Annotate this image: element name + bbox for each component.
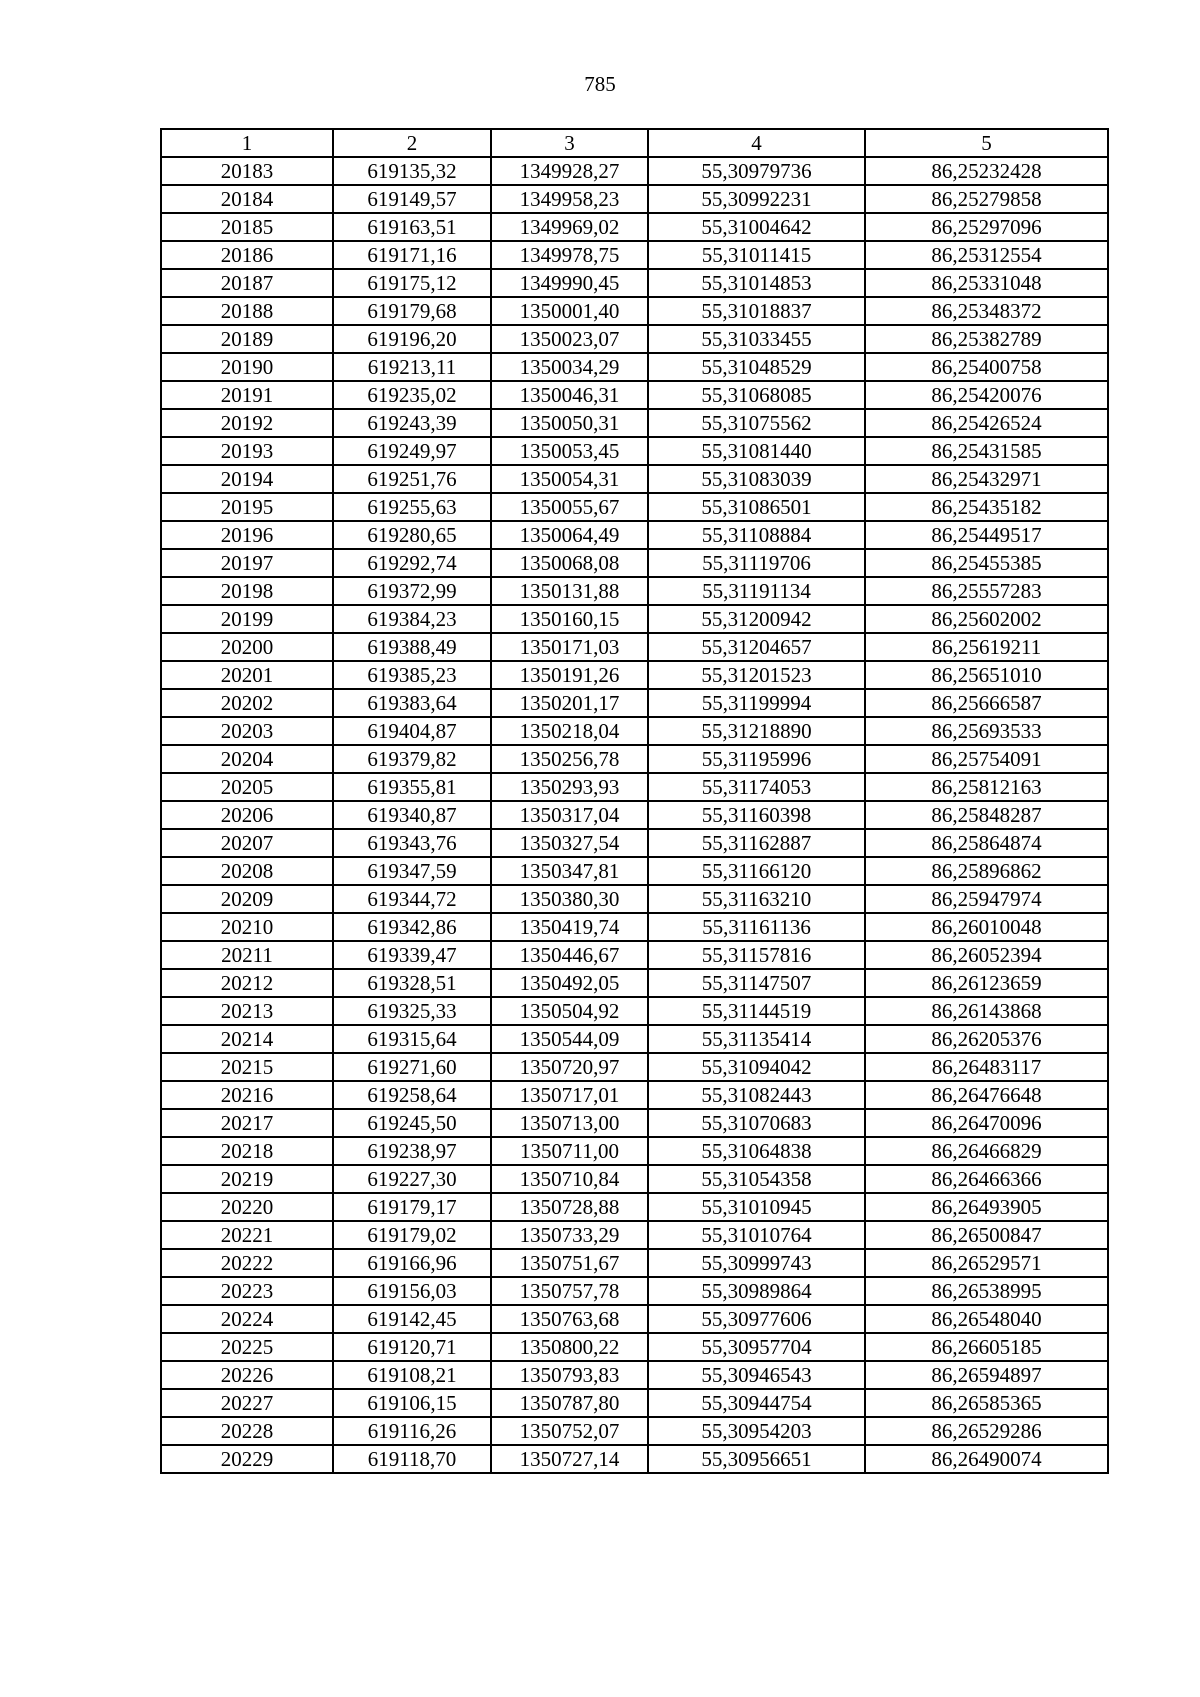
x-coordinate-cell: 619404,87 bbox=[333, 717, 491, 745]
table-row bbox=[161, 885, 1108, 913]
x-coordinate-cell: 619135,32 bbox=[333, 157, 491, 185]
latitude-cell: 55,31004642 bbox=[648, 213, 865, 241]
x-coordinate-cell: 619175,12 bbox=[333, 269, 491, 297]
y-coordinate-cell: 1350160,15 bbox=[491, 605, 648, 633]
latitude-cell: 55,31199994 bbox=[648, 689, 865, 717]
y-coordinate-cell: 1350046,31 bbox=[491, 381, 648, 409]
longitude-cell: 86,25896862 bbox=[865, 857, 1108, 885]
y-coordinate-cell: 1350001,40 bbox=[491, 297, 648, 325]
point-number-cell: 20195 bbox=[161, 493, 333, 521]
latitude-cell: 55,31162887 bbox=[648, 829, 865, 857]
table-row bbox=[161, 969, 1108, 997]
x-coordinate-cell: 619245,50 bbox=[333, 1109, 491, 1137]
longitude-cell: 86,25754091 bbox=[865, 745, 1108, 773]
table-row bbox=[161, 241, 1108, 269]
y-coordinate-cell: 1350710,84 bbox=[491, 1165, 648, 1193]
x-coordinate-cell: 619271,60 bbox=[333, 1053, 491, 1081]
table-row bbox=[161, 1165, 1108, 1193]
longitude-cell: 86,25602002 bbox=[865, 605, 1108, 633]
longitude-cell: 86,26466829 bbox=[865, 1137, 1108, 1165]
longitude-cell: 86,26538995 bbox=[865, 1277, 1108, 1305]
point-number-cell: 20225 bbox=[161, 1333, 333, 1361]
latitude-cell: 55,31200942 bbox=[648, 605, 865, 633]
longitude-cell: 86,25449517 bbox=[865, 521, 1108, 549]
y-coordinate-cell: 1350728,88 bbox=[491, 1193, 648, 1221]
table-row bbox=[161, 381, 1108, 409]
x-coordinate-cell: 619118,70 bbox=[333, 1445, 491, 1473]
latitude-cell: 55,31119706 bbox=[648, 549, 865, 577]
longitude-cell: 86,25312554 bbox=[865, 241, 1108, 269]
latitude-cell: 55,31166120 bbox=[648, 857, 865, 885]
y-coordinate-cell: 1350131,88 bbox=[491, 577, 648, 605]
y-coordinate-cell: 1350800,22 bbox=[491, 1333, 648, 1361]
y-coordinate-cell: 1350752,07 bbox=[491, 1417, 648, 1445]
latitude-cell: 55,30944754 bbox=[648, 1389, 865, 1417]
table-row bbox=[161, 297, 1108, 325]
y-coordinate-cell: 1350727,14 bbox=[491, 1445, 648, 1473]
table-row bbox=[161, 717, 1108, 745]
table-row bbox=[161, 549, 1108, 577]
table-row bbox=[161, 661, 1108, 689]
header-cell-5: 5 bbox=[865, 129, 1108, 157]
table-row bbox=[161, 941, 1108, 969]
longitude-cell: 86,25431585 bbox=[865, 437, 1108, 465]
point-number-cell: 20218 bbox=[161, 1137, 333, 1165]
x-coordinate-cell: 619166,96 bbox=[333, 1249, 491, 1277]
y-coordinate-cell: 1350191,26 bbox=[491, 661, 648, 689]
latitude-cell: 55,30956651 bbox=[648, 1445, 865, 1473]
x-coordinate-cell: 619106,15 bbox=[333, 1389, 491, 1417]
y-coordinate-cell: 1350751,67 bbox=[491, 1249, 648, 1277]
point-number-cell: 20205 bbox=[161, 773, 333, 801]
table-row bbox=[161, 1081, 1108, 1109]
point-number-cell: 20220 bbox=[161, 1193, 333, 1221]
point-number-cell: 20200 bbox=[161, 633, 333, 661]
point-number-cell: 20224 bbox=[161, 1305, 333, 1333]
longitude-cell: 86,25812163 bbox=[865, 773, 1108, 801]
point-number-cell: 20221 bbox=[161, 1221, 333, 1249]
latitude-cell: 55,31157816 bbox=[648, 941, 865, 969]
latitude-cell: 55,31070683 bbox=[648, 1109, 865, 1137]
point-number-cell: 20201 bbox=[161, 661, 333, 689]
latitude-cell: 55,30992231 bbox=[648, 185, 865, 213]
point-number-cell: 20197 bbox=[161, 549, 333, 577]
longitude-cell: 86,25651010 bbox=[865, 661, 1108, 689]
longitude-cell: 86,25666587 bbox=[865, 689, 1108, 717]
table-row bbox=[161, 1277, 1108, 1305]
y-coordinate-cell: 1350218,04 bbox=[491, 717, 648, 745]
latitude-cell: 55,31174053 bbox=[648, 773, 865, 801]
longitude-cell: 86,25432971 bbox=[865, 465, 1108, 493]
table-row bbox=[161, 1417, 1108, 1445]
table-body bbox=[161, 129, 1108, 1473]
latitude-cell: 55,30977606 bbox=[648, 1305, 865, 1333]
header-cell-3: 3 bbox=[491, 129, 648, 157]
x-coordinate-cell: 619251,76 bbox=[333, 465, 491, 493]
table-row bbox=[161, 213, 1108, 241]
latitude-cell: 55,31081440 bbox=[648, 437, 865, 465]
y-coordinate-cell: 1350419,74 bbox=[491, 913, 648, 941]
longitude-cell: 86,26123659 bbox=[865, 969, 1108, 997]
latitude-cell: 55,31135414 bbox=[648, 1025, 865, 1053]
point-number-cell: 20211 bbox=[161, 941, 333, 969]
y-coordinate-cell: 1350544,09 bbox=[491, 1025, 648, 1053]
table-row bbox=[161, 521, 1108, 549]
table-row bbox=[161, 913, 1108, 941]
latitude-cell: 55,31010764 bbox=[648, 1221, 865, 1249]
latitude-cell: 55,31082443 bbox=[648, 1081, 865, 1109]
coordinates-table bbox=[160, 128, 1109, 1474]
latitude-cell: 55,31033455 bbox=[648, 325, 865, 353]
y-coordinate-cell: 1350034,29 bbox=[491, 353, 648, 381]
page-number: 785 bbox=[584, 72, 616, 96]
longitude-cell: 86,26493905 bbox=[865, 1193, 1108, 1221]
x-coordinate-cell: 619384,23 bbox=[333, 605, 491, 633]
x-coordinate-cell: 619339,47 bbox=[333, 941, 491, 969]
y-coordinate-cell: 1349990,45 bbox=[491, 269, 648, 297]
latitude-cell: 55,31064838 bbox=[648, 1137, 865, 1165]
latitude-cell: 55,31108884 bbox=[648, 521, 865, 549]
table-row bbox=[161, 1053, 1108, 1081]
table-row bbox=[161, 633, 1108, 661]
longitude-cell: 86,25400758 bbox=[865, 353, 1108, 381]
point-number-cell: 20185 bbox=[161, 213, 333, 241]
point-number-cell: 20199 bbox=[161, 605, 333, 633]
longitude-cell: 86,25619211 bbox=[865, 633, 1108, 661]
x-coordinate-cell: 619156,03 bbox=[333, 1277, 491, 1305]
point-number-cell: 20227 bbox=[161, 1389, 333, 1417]
y-coordinate-cell: 1350293,93 bbox=[491, 773, 648, 801]
table-row bbox=[161, 745, 1108, 773]
y-coordinate-cell: 1350317,04 bbox=[491, 801, 648, 829]
x-coordinate-cell: 619379,82 bbox=[333, 745, 491, 773]
point-number-cell: 20187 bbox=[161, 269, 333, 297]
point-number-cell: 20204 bbox=[161, 745, 333, 773]
x-coordinate-cell: 619179,17 bbox=[333, 1193, 491, 1221]
y-coordinate-cell: 1350757,78 bbox=[491, 1277, 648, 1305]
y-coordinate-cell: 1349969,02 bbox=[491, 213, 648, 241]
y-coordinate-cell: 1350720,97 bbox=[491, 1053, 648, 1081]
y-coordinate-cell: 1350380,30 bbox=[491, 885, 648, 913]
y-coordinate-cell: 1350050,31 bbox=[491, 409, 648, 437]
table-row bbox=[161, 465, 1108, 493]
latitude-cell: 55,31010945 bbox=[648, 1193, 865, 1221]
x-coordinate-cell: 619342,86 bbox=[333, 913, 491, 941]
latitude-cell: 55,31160398 bbox=[648, 801, 865, 829]
y-coordinate-cell: 1350171,03 bbox=[491, 633, 648, 661]
point-number-cell: 20203 bbox=[161, 717, 333, 745]
point-number-cell: 20186 bbox=[161, 241, 333, 269]
header-cell-1: 1 bbox=[161, 129, 333, 157]
latitude-cell: 55,31011415 bbox=[648, 241, 865, 269]
table-row bbox=[161, 1137, 1108, 1165]
point-number-cell: 20219 bbox=[161, 1165, 333, 1193]
table-row bbox=[161, 1221, 1108, 1249]
y-coordinate-cell: 1350492,05 bbox=[491, 969, 648, 997]
x-coordinate-cell: 619108,21 bbox=[333, 1361, 491, 1389]
table-row bbox=[161, 1249, 1108, 1277]
latitude-cell: 55,31204657 bbox=[648, 633, 865, 661]
header-row bbox=[161, 129, 1108, 157]
x-coordinate-cell: 619238,97 bbox=[333, 1137, 491, 1165]
y-coordinate-cell: 1350504,92 bbox=[491, 997, 648, 1025]
longitude-cell: 86,26500847 bbox=[865, 1221, 1108, 1249]
table-row bbox=[161, 605, 1108, 633]
point-number-cell: 20192 bbox=[161, 409, 333, 437]
point-number-cell: 20194 bbox=[161, 465, 333, 493]
point-number-cell: 20189 bbox=[161, 325, 333, 353]
x-coordinate-cell: 619196,20 bbox=[333, 325, 491, 353]
x-coordinate-cell: 619328,51 bbox=[333, 969, 491, 997]
y-coordinate-cell: 1350068,08 bbox=[491, 549, 648, 577]
x-coordinate-cell: 619120,71 bbox=[333, 1333, 491, 1361]
y-coordinate-cell: 1350054,31 bbox=[491, 465, 648, 493]
x-coordinate-cell: 619235,02 bbox=[333, 381, 491, 409]
x-coordinate-cell: 619340,87 bbox=[333, 801, 491, 829]
header-cell-2: 2 bbox=[333, 129, 491, 157]
table-row bbox=[161, 437, 1108, 465]
latitude-cell: 55,31094042 bbox=[648, 1053, 865, 1081]
x-coordinate-cell: 619325,33 bbox=[333, 997, 491, 1025]
x-coordinate-cell: 619227,30 bbox=[333, 1165, 491, 1193]
x-coordinate-cell: 619163,51 bbox=[333, 213, 491, 241]
y-coordinate-cell: 1350787,80 bbox=[491, 1389, 648, 1417]
y-coordinate-cell: 1350717,01 bbox=[491, 1081, 648, 1109]
x-coordinate-cell: 619243,39 bbox=[333, 409, 491, 437]
latitude-cell: 55,31163210 bbox=[648, 885, 865, 913]
point-number-cell: 20184 bbox=[161, 185, 333, 213]
longitude-cell: 86,25348372 bbox=[865, 297, 1108, 325]
latitude-cell: 55,31201523 bbox=[648, 661, 865, 689]
x-coordinate-cell: 619347,59 bbox=[333, 857, 491, 885]
x-coordinate-cell: 619171,16 bbox=[333, 241, 491, 269]
longitude-cell: 86,26490074 bbox=[865, 1445, 1108, 1473]
longitude-cell: 86,25420076 bbox=[865, 381, 1108, 409]
x-coordinate-cell: 619280,65 bbox=[333, 521, 491, 549]
point-number-cell: 20215 bbox=[161, 1053, 333, 1081]
x-coordinate-cell: 619213,11 bbox=[333, 353, 491, 381]
longitude-cell: 86,25947974 bbox=[865, 885, 1108, 913]
latitude-cell: 55,30946543 bbox=[648, 1361, 865, 1389]
point-number-cell: 20206 bbox=[161, 801, 333, 829]
x-coordinate-cell: 619258,64 bbox=[333, 1081, 491, 1109]
point-number-cell: 20193 bbox=[161, 437, 333, 465]
table-row bbox=[161, 185, 1108, 213]
y-coordinate-cell: 1350327,54 bbox=[491, 829, 648, 857]
table-row bbox=[161, 801, 1108, 829]
longitude-cell: 86,26052394 bbox=[865, 941, 1108, 969]
point-number-cell: 20191 bbox=[161, 381, 333, 409]
table-row bbox=[161, 577, 1108, 605]
longitude-cell: 86,26010048 bbox=[865, 913, 1108, 941]
y-coordinate-cell: 1350713,00 bbox=[491, 1109, 648, 1137]
x-coordinate-cell: 619116,26 bbox=[333, 1417, 491, 1445]
table-row bbox=[161, 997, 1108, 1025]
point-number-cell: 20212 bbox=[161, 969, 333, 997]
table-row bbox=[161, 829, 1108, 857]
y-coordinate-cell: 1350201,17 bbox=[491, 689, 648, 717]
latitude-cell: 55,31191134 bbox=[648, 577, 865, 605]
y-coordinate-cell: 1349928,27 bbox=[491, 157, 648, 185]
table-row bbox=[161, 1445, 1108, 1473]
y-coordinate-cell: 1350793,83 bbox=[491, 1361, 648, 1389]
point-number-cell: 20207 bbox=[161, 829, 333, 857]
point-number-cell: 20222 bbox=[161, 1249, 333, 1277]
table-row bbox=[161, 1361, 1108, 1389]
x-coordinate-cell: 619315,64 bbox=[333, 1025, 491, 1053]
longitude-cell: 86,25331048 bbox=[865, 269, 1108, 297]
point-number-cell: 20216 bbox=[161, 1081, 333, 1109]
latitude-cell: 55,31218890 bbox=[648, 717, 865, 745]
longitude-cell: 86,25297096 bbox=[865, 213, 1108, 241]
latitude-cell: 55,31048529 bbox=[648, 353, 865, 381]
longitude-cell: 86,26529571 bbox=[865, 1249, 1108, 1277]
point-number-cell: 20202 bbox=[161, 689, 333, 717]
point-number-cell: 20196 bbox=[161, 521, 333, 549]
longitude-cell: 86,26205376 bbox=[865, 1025, 1108, 1053]
point-number-cell: 20213 bbox=[161, 997, 333, 1025]
latitude-cell: 55,30954203 bbox=[648, 1417, 865, 1445]
x-coordinate-cell: 619355,81 bbox=[333, 773, 491, 801]
table-row bbox=[161, 325, 1108, 353]
x-coordinate-cell: 619149,57 bbox=[333, 185, 491, 213]
longitude-cell: 86,26483117 bbox=[865, 1053, 1108, 1081]
y-coordinate-cell: 1350023,07 bbox=[491, 325, 648, 353]
longitude-cell: 86,26594897 bbox=[865, 1361, 1108, 1389]
y-coordinate-cell: 1350711,00 bbox=[491, 1137, 648, 1165]
longitude-cell: 86,26529286 bbox=[865, 1417, 1108, 1445]
table-row bbox=[161, 1389, 1108, 1417]
longitude-cell: 86,26466366 bbox=[865, 1165, 1108, 1193]
latitude-cell: 55,31075562 bbox=[648, 409, 865, 437]
longitude-cell: 86,25426524 bbox=[865, 409, 1108, 437]
x-coordinate-cell: 619179,02 bbox=[333, 1221, 491, 1249]
latitude-cell: 55,30957704 bbox=[648, 1333, 865, 1361]
longitude-cell: 86,25557283 bbox=[865, 577, 1108, 605]
table-row bbox=[161, 493, 1108, 521]
longitude-cell: 86,26605185 bbox=[865, 1333, 1108, 1361]
longitude-cell: 86,26470096 bbox=[865, 1109, 1108, 1137]
point-number-cell: 20228 bbox=[161, 1417, 333, 1445]
x-coordinate-cell: 619372,99 bbox=[333, 577, 491, 605]
y-coordinate-cell: 1350055,67 bbox=[491, 493, 648, 521]
y-coordinate-cell: 1350733,29 bbox=[491, 1221, 648, 1249]
latitude-cell: 55,31014853 bbox=[648, 269, 865, 297]
latitude-cell: 55,30979736 bbox=[648, 157, 865, 185]
y-coordinate-cell: 1350446,67 bbox=[491, 941, 648, 969]
longitude-cell: 86,26585365 bbox=[865, 1389, 1108, 1417]
x-coordinate-cell: 619292,74 bbox=[333, 549, 491, 577]
longitude-cell: 86,26143868 bbox=[865, 997, 1108, 1025]
x-coordinate-cell: 619255,63 bbox=[333, 493, 491, 521]
longitude-cell: 86,25279858 bbox=[865, 185, 1108, 213]
x-coordinate-cell: 619344,72 bbox=[333, 885, 491, 913]
y-coordinate-cell: 1350053,45 bbox=[491, 437, 648, 465]
y-coordinate-cell: 1350763,68 bbox=[491, 1305, 648, 1333]
longitude-cell: 86,25455385 bbox=[865, 549, 1108, 577]
longitude-cell: 86,25864874 bbox=[865, 829, 1108, 857]
point-number-cell: 20226 bbox=[161, 1361, 333, 1389]
point-number-cell: 20229 bbox=[161, 1445, 333, 1473]
longitude-cell: 86,26548040 bbox=[865, 1305, 1108, 1333]
latitude-cell: 55,30989864 bbox=[648, 1277, 865, 1305]
table-row bbox=[161, 857, 1108, 885]
x-coordinate-cell: 619179,68 bbox=[333, 297, 491, 325]
point-number-cell: 20198 bbox=[161, 577, 333, 605]
latitude-cell: 55,31068085 bbox=[648, 381, 865, 409]
y-coordinate-cell: 1349958,23 bbox=[491, 185, 648, 213]
table-row bbox=[161, 1305, 1108, 1333]
y-coordinate-cell: 1350064,49 bbox=[491, 521, 648, 549]
x-coordinate-cell: 619388,49 bbox=[333, 633, 491, 661]
longitude-cell: 86,25382789 bbox=[865, 325, 1108, 353]
table-row bbox=[161, 773, 1108, 801]
table-row bbox=[161, 689, 1108, 717]
latitude-cell: 55,31195996 bbox=[648, 745, 865, 773]
x-coordinate-cell: 619142,45 bbox=[333, 1305, 491, 1333]
point-number-cell: 20190 bbox=[161, 353, 333, 381]
latitude-cell: 55,31086501 bbox=[648, 493, 865, 521]
table-row bbox=[161, 353, 1108, 381]
point-number-cell: 20183 bbox=[161, 157, 333, 185]
point-number-cell: 20217 bbox=[161, 1109, 333, 1137]
latitude-cell: 55,31054358 bbox=[648, 1165, 865, 1193]
table-row bbox=[161, 157, 1108, 185]
latitude-cell: 55,31147507 bbox=[648, 969, 865, 997]
longitude-cell: 86,26476648 bbox=[865, 1081, 1108, 1109]
point-number-cell: 20188 bbox=[161, 297, 333, 325]
table-row bbox=[161, 1333, 1108, 1361]
latitude-cell: 55,31083039 bbox=[648, 465, 865, 493]
table-row bbox=[161, 1025, 1108, 1053]
table-row bbox=[161, 1193, 1108, 1221]
header-cell-4: 4 bbox=[648, 129, 865, 157]
latitude-cell: 55,30999743 bbox=[648, 1249, 865, 1277]
x-coordinate-cell: 619383,64 bbox=[333, 689, 491, 717]
longitude-cell: 86,25848287 bbox=[865, 801, 1108, 829]
point-number-cell: 20223 bbox=[161, 1277, 333, 1305]
table-row bbox=[161, 409, 1108, 437]
point-number-cell: 20208 bbox=[161, 857, 333, 885]
y-coordinate-cell: 1350347,81 bbox=[491, 857, 648, 885]
latitude-cell: 55,31144519 bbox=[648, 997, 865, 1025]
point-number-cell: 20214 bbox=[161, 1025, 333, 1053]
longitude-cell: 86,25232428 bbox=[865, 157, 1108, 185]
x-coordinate-cell: 619343,76 bbox=[333, 829, 491, 857]
longitude-cell: 86,25693533 bbox=[865, 717, 1108, 745]
y-coordinate-cell: 1350256,78 bbox=[491, 745, 648, 773]
point-number-cell: 20210 bbox=[161, 913, 333, 941]
x-coordinate-cell: 619249,97 bbox=[333, 437, 491, 465]
table-row bbox=[161, 1109, 1108, 1137]
longitude-cell: 86,25435182 bbox=[865, 493, 1108, 521]
table-row bbox=[161, 269, 1108, 297]
x-coordinate-cell: 619385,23 bbox=[333, 661, 491, 689]
y-coordinate-cell: 1349978,75 bbox=[491, 241, 648, 269]
latitude-cell: 55,31018837 bbox=[648, 297, 865, 325]
latitude-cell: 55,31161136 bbox=[648, 913, 865, 941]
point-number-cell: 20209 bbox=[161, 885, 333, 913]
